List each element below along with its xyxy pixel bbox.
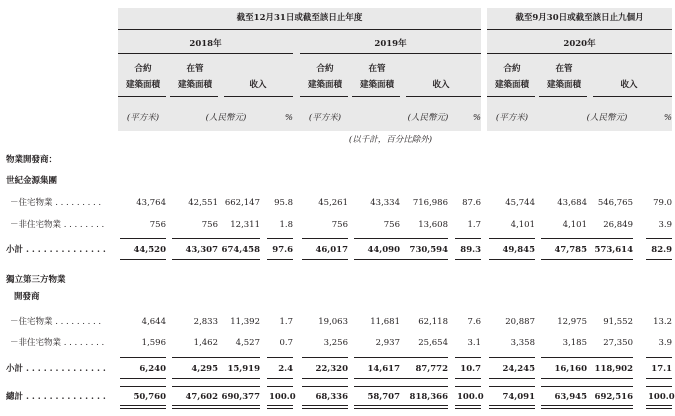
- cell-t_nonres-0: 1,596: [141, 338, 166, 348]
- cell-g_nonres-7: 1.7: [467, 220, 481, 230]
- cell-t_res-11: 13.2: [653, 317, 672, 327]
- cell-rule: [267, 378, 293, 379]
- rule: [300, 96, 348, 97]
- cell-t_res-8: 20,887: [505, 317, 535, 327]
- cell-t_nonres-8: 3,358: [510, 338, 535, 348]
- cell-total-7: 100.0: [457, 392, 484, 402]
- cell-rule: [489, 378, 535, 379]
- cell-g_res-11: 79.0: [653, 198, 672, 208]
- cell-t_res-6: 62,118: [418, 317, 448, 327]
- col-managed-2019-l2: 建築面積: [359, 80, 394, 90]
- cell-t_res-5: 11,681: [370, 317, 400, 327]
- unit-rmb-2020: (人民幣元): [586, 113, 628, 123]
- cell-rule: [206, 238, 260, 239]
- rule: [118, 29, 481, 30]
- rule: [539, 96, 587, 97]
- cell-rule: [267, 357, 293, 358]
- col-contract-2020: 合約: [503, 64, 521, 74]
- section-developers: 物業開發商：: [6, 155, 58, 165]
- section-group: 世紀金源集團: [6, 176, 58, 186]
- cell-t_nonres-9: 3,185: [562, 338, 587, 348]
- section-third-party-l2: 開發商: [14, 292, 40, 302]
- nine-month-span-header: 截至9月30日或截至該日止九個月: [515, 13, 644, 23]
- cell-g_nonres-2: 12,311: [230, 220, 260, 230]
- cell-g_res-7: 87.6: [462, 198, 481, 208]
- rule: [487, 96, 535, 97]
- rule: [352, 96, 400, 97]
- cell-rule: [267, 405, 293, 409]
- row-label-t_sub: 小計 . . . . . . . . . . . . . .: [6, 364, 106, 374]
- cell-t_res-3: 1.7: [279, 317, 293, 327]
- cell-t_sub-2: 15,919: [227, 364, 260, 374]
- cell-t_res-0: 4,644: [141, 317, 166, 327]
- fy-span-header: 截至12月31日或截至該日止年度: [236, 13, 363, 23]
- col-managed-2018-l2: 建築面積: [177, 80, 212, 90]
- cell-rule: [394, 405, 448, 409]
- cell-rule: [455, 405, 481, 409]
- cell-rule: [579, 238, 633, 239]
- cell-g_nonres-6: 13,608: [418, 220, 448, 230]
- cell-rule: [455, 386, 481, 387]
- cell-t_sub-11: 17.1: [651, 364, 672, 374]
- col-revenue-2019: 收入: [432, 80, 450, 90]
- cell-g_sub-11: 82.9: [651, 245, 672, 255]
- cell-t_sub-4: 22,320: [315, 364, 348, 374]
- cell-g_sub-9: 47,785: [554, 245, 587, 255]
- cell-total-6: 818,366: [409, 392, 448, 402]
- cell-g_sub-7: 89.3: [460, 245, 481, 255]
- cell-rule: [120, 386, 166, 387]
- cell-total-0: 50,760: [133, 392, 166, 402]
- rule: [487, 29, 672, 30]
- cell-rule: [646, 238, 672, 239]
- cell-rule: [206, 386, 260, 387]
- cell-rule: [120, 259, 166, 260]
- col-managed-2020: 在管: [555, 64, 573, 74]
- cell-t_sub-7: 10.7: [460, 364, 481, 374]
- col-contract-2018-l2: 建築面積: [125, 80, 160, 90]
- cell-rule: [646, 357, 672, 358]
- units-note: (以千計，百分比除外): [348, 135, 433, 145]
- cell-rule: [302, 386, 348, 387]
- cell-total-10: 692,516: [594, 392, 633, 402]
- cell-g_res-9: 43,684: [557, 198, 587, 208]
- cell-t_nonres-10: 27,350: [603, 338, 633, 348]
- cell-rule: [489, 386, 535, 387]
- col-revenue-2018: 收入: [249, 80, 267, 90]
- rule: [300, 53, 481, 54]
- cell-t_res-4: 19,063: [318, 317, 348, 327]
- col-revenue-2020: 收入: [620, 80, 638, 90]
- col-managed-2020-l2: 建築面積: [546, 80, 581, 90]
- cell-rule: [267, 238, 293, 239]
- rule: [487, 53, 672, 54]
- cell-t_res-2: 11,392: [230, 317, 260, 327]
- unit-rmb-2019: (人民幣元): [407, 113, 449, 123]
- cell-rule: [455, 238, 481, 239]
- unit-sqm-2019: (平方米): [308, 113, 342, 123]
- col-managed-2019: 在管: [368, 64, 386, 74]
- cell-rule: [120, 238, 166, 239]
- cell-rule: [206, 378, 260, 379]
- cell-g_nonres-9: 4,101: [562, 220, 587, 230]
- cell-rule: [579, 378, 633, 379]
- cell-t_sub-6: 87,772: [415, 364, 448, 374]
- cell-t_nonres-3: 0.7: [279, 338, 293, 348]
- row-label-g_nonres: －非住宅物業 . . . . . . . .: [10, 220, 105, 230]
- cell-rule: [489, 357, 535, 358]
- cell-rule: [206, 259, 260, 260]
- cell-rule: [302, 405, 348, 409]
- col-contract-2018: 合約: [134, 64, 152, 74]
- cell-rule: [267, 386, 293, 387]
- cell-t_sub-0: 6,240: [139, 364, 166, 374]
- unit-sqm-2018: (平方米): [126, 113, 160, 123]
- cell-g_sub-5: 44,090: [367, 245, 400, 255]
- cell-total-4: 68,336: [315, 392, 348, 402]
- cell-rule: [120, 405, 166, 409]
- cell-rule: [394, 378, 448, 379]
- cell-g_sub-2: 674,458: [221, 245, 260, 255]
- cell-t_nonres-4: 3,256: [323, 338, 348, 348]
- cell-rule: [267, 259, 293, 260]
- cell-g_nonres-5: 756: [383, 220, 400, 230]
- cell-rule: [579, 357, 633, 358]
- cell-rule: [489, 238, 535, 239]
- cell-t_res-10: 91,552: [603, 317, 633, 327]
- cell-t_sub-9: 16,160: [554, 364, 587, 374]
- row-label-g_res: －住宅物業 . . . . . . . . .: [10, 198, 102, 208]
- cell-t_nonres-2: 4,527: [235, 338, 260, 348]
- row-label-total: 總計 . . . . . . . . . . . . . .: [6, 392, 106, 402]
- cell-rule: [579, 405, 633, 409]
- rule: [118, 96, 166, 97]
- cell-g_sub-0: 44,520: [133, 245, 166, 255]
- cell-g_sub-8: 49,845: [502, 245, 535, 255]
- cell-g_res-8: 45,744: [505, 198, 535, 208]
- rule: [593, 96, 672, 97]
- cell-total-5: 58,707: [367, 392, 400, 402]
- cell-g_nonres-10: 26,849: [603, 220, 633, 230]
- cell-rule: [646, 259, 672, 260]
- cell-rule: [579, 386, 633, 387]
- cell-t_sub-1: 4,295: [191, 364, 218, 374]
- cell-total-1: 47,602: [185, 392, 218, 402]
- cell-total-11: 100.0: [648, 392, 675, 402]
- cell-rule: [455, 357, 481, 358]
- cell-g_res-1: 42,551: [188, 198, 218, 208]
- cell-rule: [455, 378, 481, 379]
- cell-rule: [394, 357, 448, 358]
- cell-rule: [302, 357, 348, 358]
- cell-t_res-9: 12,975: [557, 317, 587, 327]
- unit-pct-2020: %: [663, 113, 672, 123]
- cell-rule: [302, 238, 348, 239]
- cell-rule: [206, 405, 260, 409]
- cell-rule: [302, 259, 348, 260]
- cell-g_nonres-8: 4,101: [510, 220, 535, 230]
- cell-g_nonres-1: 756: [201, 220, 218, 230]
- cell-g_nonres-4: 756: [331, 220, 348, 230]
- unit-rmb-2018: (人民幣元): [205, 113, 247, 123]
- cell-g_sub-1: 43,307: [185, 245, 218, 255]
- cell-t_nonres-5: 2,937: [375, 338, 400, 348]
- col-contract-2019: 合約: [316, 64, 334, 74]
- cell-rule: [394, 259, 448, 260]
- col-contract-2020-l2: 建築面積: [494, 80, 529, 90]
- rule: [170, 96, 218, 97]
- row-label-t_res: －住宅物業 . . . . . . . . .: [10, 317, 102, 327]
- cell-g_nonres-11: 3.9: [658, 220, 672, 230]
- cell-rule: [489, 405, 535, 409]
- cell-g_res-5: 43,334: [370, 198, 400, 208]
- cell-g_nonres-0: 756: [149, 220, 166, 230]
- cell-t_sub-5: 14,617: [367, 364, 400, 374]
- cell-t_nonres-11: 3.9: [658, 338, 672, 348]
- cell-rule: [646, 386, 672, 387]
- cell-rule: [646, 405, 672, 409]
- row-label-g_sub: 小計 . . . . . . . . . . . . . .: [6, 245, 106, 255]
- cell-g_res-10: 546,765: [597, 198, 633, 208]
- rule: [406, 96, 481, 97]
- unit-sqm-2020: (平方米): [495, 113, 529, 123]
- cell-rule: [394, 238, 448, 239]
- cell-g_nonres-3: 1.8: [279, 220, 293, 230]
- cell-total-2: 690,377: [221, 392, 260, 402]
- col-managed-2018: 在管: [186, 64, 204, 74]
- cell-t_nonres-1: 1,462: [193, 338, 218, 348]
- cell-rule: [489, 259, 535, 260]
- cell-total-8: 74,091: [502, 392, 535, 402]
- cell-rule: [394, 386, 448, 387]
- cell-t_res-7: 7.6: [467, 317, 481, 327]
- cell-rule: [120, 378, 166, 379]
- cell-rule: [646, 378, 672, 379]
- cell-g_res-2: 662,147: [224, 198, 260, 208]
- unit-pct-2019: %: [472, 113, 481, 123]
- cell-rule: [455, 259, 481, 260]
- year-2019: 2019年: [374, 39, 407, 49]
- cell-g_res-4: 45,261: [318, 198, 348, 208]
- cell-g_sub-3: 97.6: [272, 245, 293, 255]
- unit-pct-2018: %: [284, 113, 293, 123]
- cell-g_sub-6: 730,594: [409, 245, 448, 255]
- cell-g_res-3: 95.8: [274, 198, 293, 208]
- section-third-party: 獨立第三方物業: [6, 275, 66, 285]
- cell-g_res-6: 716,986: [412, 198, 448, 208]
- cell-t_nonres-7: 3.1: [467, 338, 481, 348]
- cell-t_sub-8: 24,245: [502, 364, 535, 374]
- cell-t_sub-10: 118,902: [594, 364, 633, 374]
- cell-g_sub-10: 573,614: [594, 245, 633, 255]
- row-label-t_nonres: －非住宅物業 . . . . . . . .: [10, 338, 105, 348]
- cell-rule: [579, 259, 633, 260]
- cell-rule: [302, 378, 348, 379]
- cell-g_sub-4: 46,017: [315, 245, 348, 255]
- year-2018: 2018年: [189, 39, 222, 49]
- rule: [224, 96, 293, 97]
- cell-total-9: 63,945: [554, 392, 587, 402]
- cell-t_res-1: 2,833: [193, 317, 218, 327]
- cell-t_nonres-6: 25,654: [418, 338, 448, 348]
- cell-rule: [120, 357, 166, 358]
- cell-rule: [206, 357, 260, 358]
- cell-total-3: 100.0: [269, 392, 296, 402]
- rule: [118, 53, 293, 54]
- cell-t_sub-3: 2.4: [278, 364, 293, 374]
- year-2020: 2020年: [563, 39, 596, 49]
- cell-g_res-0: 43,764: [136, 198, 166, 208]
- col-contract-2019-l2: 建築面積: [307, 80, 342, 90]
